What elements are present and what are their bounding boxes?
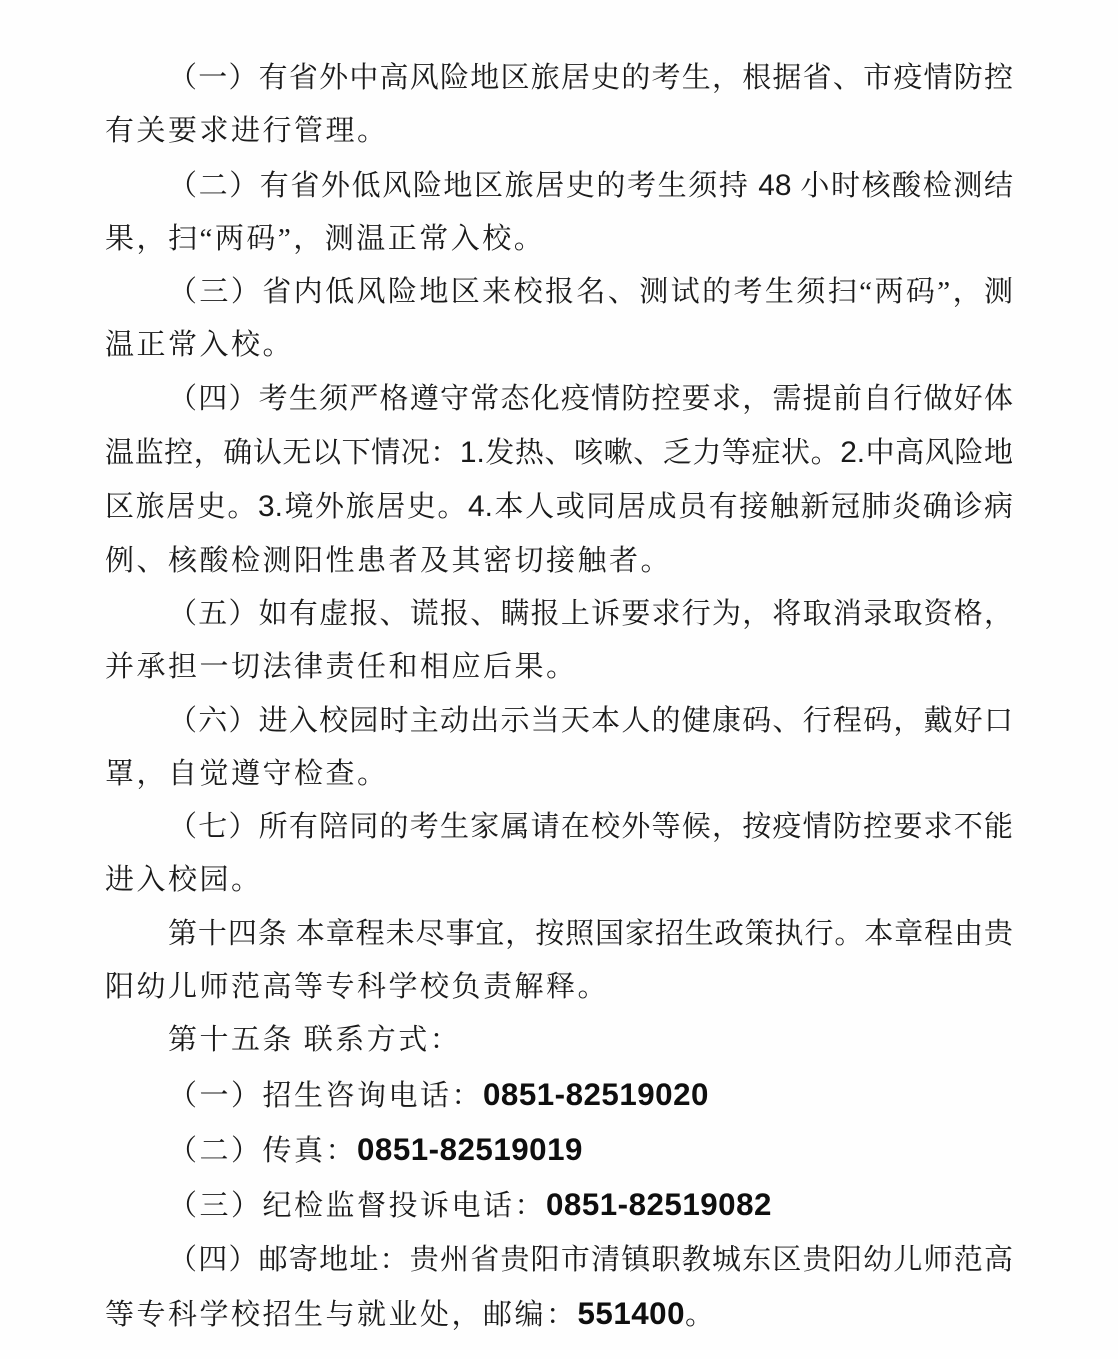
text-line	[105, 266, 1013, 319]
text-line	[105, 480, 1013, 534]
text-run: 发热、咳嗽、乏力等症状。	[484, 437, 841, 470]
text-run: 例、核酸检测阳性患者及其密切接触者。	[105, 544, 673, 577]
text-line	[105, 1178, 1013, 1233]
text-run: 本人或同居成员有接触新冠肺炎确诊病	[492, 491, 1013, 524]
text-run: （六）进入校园时主动出示当天本人的健康码、行程码，戴好口	[168, 704, 1013, 737]
document-page	[105, 52, 1013, 1342]
text-run: （四）邮寄地址：贵州省贵阳市清镇职教城东区贵阳幼儿师范高	[168, 1243, 1013, 1276]
text-run: （一）招生咨询电话：	[168, 1079, 484, 1112]
list-number: 4.	[468, 490, 493, 524]
text-line	[105, 854, 1013, 907]
hours-number: 48	[758, 168, 792, 202]
text-line	[105, 748, 1013, 801]
text-line	[105, 426, 1013, 480]
text-run: 等专科学校招生与就业处，邮编：	[105, 1298, 578, 1331]
text-run: 并承担一切法律责任和相应后果。	[105, 651, 578, 684]
text-line	[105, 1014, 1013, 1067]
text-line	[105, 159, 1013, 213]
text-run: 果，扫“两码”，测温正常入校。	[105, 222, 546, 255]
text-line	[105, 961, 1013, 1014]
text-run: 阳幼儿师范高等专科学校负责解释。	[105, 971, 610, 1004]
text-run: （四）考生须严格遵守常态化疫情防控要求，需提前自行做好体	[168, 382, 1013, 415]
text-run: 小时核酸检测结	[791, 169, 1013, 202]
text-line	[105, 1123, 1013, 1178]
text-line	[105, 535, 1013, 588]
text-run: （二）传真：	[168, 1134, 358, 1167]
text-line	[105, 105, 1013, 158]
text-line	[105, 801, 1013, 854]
text-run: （三）省内低风险地区来校报名、测试的考生须扫“两码”，测	[168, 276, 1013, 309]
text-run: （七）所有陪同的考生家属请在校外等候，按疫情防控要求不能	[168, 811, 1013, 844]
text-line	[105, 588, 1013, 641]
text-run: 中高风险地	[865, 437, 1013, 470]
text-run: 区旅居史。	[105, 491, 258, 524]
text-line	[105, 213, 1013, 266]
text-run: 第十四条 本章程未尽事宜，按照国家招生政策执行。本章程由贵	[168, 917, 1013, 950]
text-run: （三）纪检监督投诉电话：	[168, 1190, 547, 1223]
text-run: 温正常入校。	[105, 329, 295, 362]
list-number: 3.	[257, 490, 283, 524]
complaint-phone-number: 0851-82519082	[546, 1187, 772, 1223]
text-line	[105, 319, 1013, 372]
text-run: （五）如有虚报、谎报、瞒报上诉要求行为，将取消录取资格，	[168, 597, 1013, 630]
text-run: 罩，自觉遵守检查。	[105, 757, 389, 790]
text-run: 温监控，确认无以下情况：	[105, 437, 460, 470]
fax-number: 0851-82519019	[357, 1131, 583, 1167]
admission-phone-number: 0851-82519020	[483, 1076, 709, 1112]
text-run: 进入校园。	[105, 864, 263, 897]
text-run: （一）有省外中高风险地区旅居史的考生，根据省、市疫情防控	[168, 62, 1013, 94]
text-run: 有关要求进行管理。	[105, 115, 389, 148]
text-run: 。	[685, 1298, 717, 1331]
text-run: 境外旅居史。	[282, 491, 469, 524]
text-line	[105, 908, 1013, 961]
text-line	[105, 1068, 1013, 1123]
text-line	[105, 1287, 1013, 1342]
text-line	[105, 1234, 1013, 1287]
text-line	[105, 373, 1013, 426]
text-line	[105, 52, 1013, 105]
text-line	[105, 695, 1013, 748]
text-run: 第十五条 联系方式：	[168, 1024, 462, 1057]
list-number: 1.	[459, 436, 485, 470]
postal-code: 551400	[577, 1295, 686, 1331]
text-line	[105, 641, 1013, 694]
list-number: 2.	[840, 436, 866, 470]
text-run: （二）有省外低风险地区旅居史的考生须持	[168, 169, 759, 202]
